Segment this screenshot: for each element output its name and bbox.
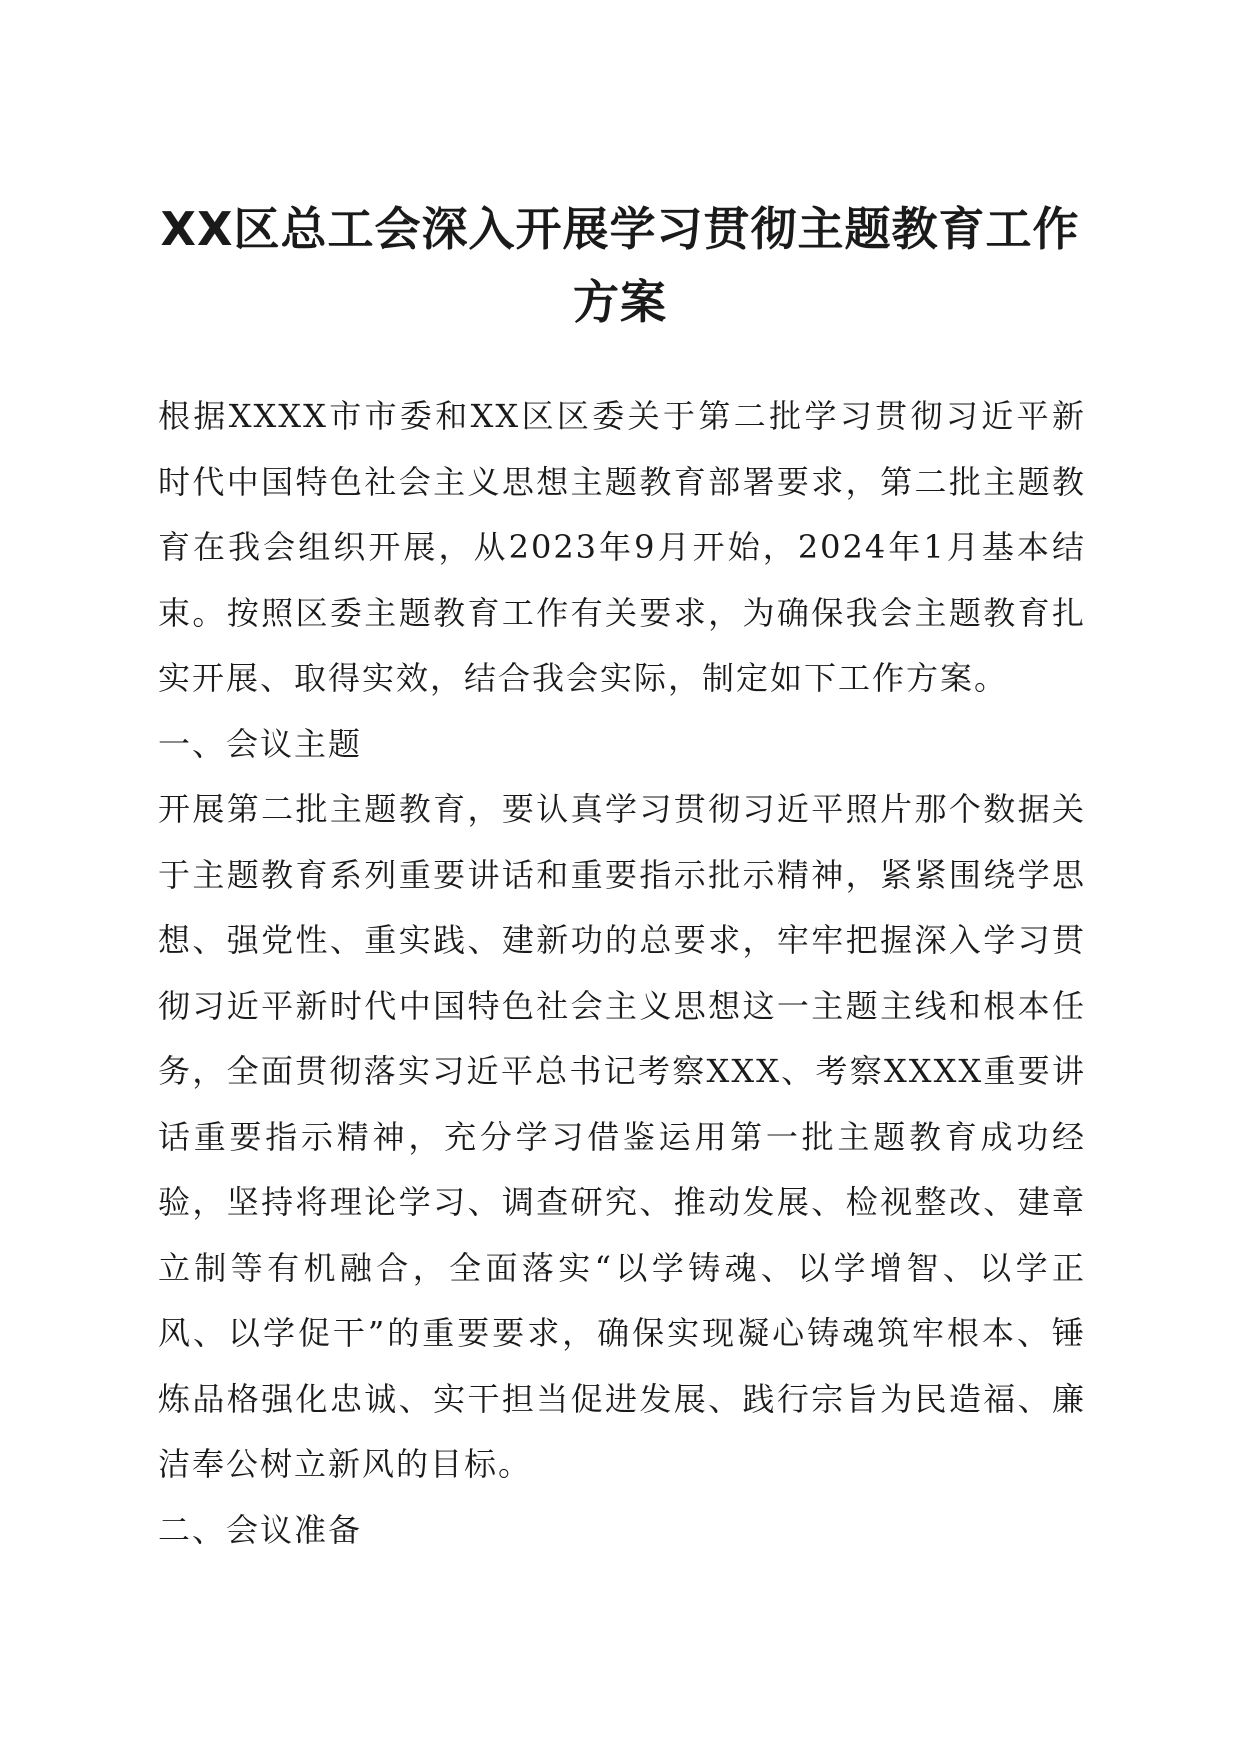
title-line-1: XX区总工会深入开展学习贯彻主题教育工作 [160, 202, 1080, 256]
section-heading-1: 一、会议主题 [158, 724, 363, 763]
intro-paragraph: 根据XXXX市市委和XX区区委关于第二批学习贯彻习近平新时代中国特色社会主义思想主题教育部署要求，第二批主题教育在我会组织开展，从2023年9月开始，2024年1月基本结束。按照区委主题教育工作有关要求，为确保我会主题教育扎实开展、取得实效，结合我会实际，制定如下工作方案。 [158, 397, 1086, 697]
document-title [160, 193, 1080, 339]
title-line-2: 方案 [573, 275, 667, 329]
section-1-paragraph: 开展第二批主题教育，要认真学习贯彻习近平照片那个数据关于主题教育系列重要讲话和重要指示批示精神，紧紧围绕学思想、强党性、重实践、建新功的总要求，牢牢把握深入学习贯彻习近平新时代中国特色社会主义思想这一主题主线和根本任务，全面贯彻落实习近平总书记考察XXX、考察XXXX重要讲话重要指示精神，充分学习借鉴运用第一批主题教育成功经验，坚持将理论学习、调查研究、推动发展、检视整改、建章立制等有机融合，全面落实“以学铸魂、以学增智、以学正风、以学促干”的重要要求，确保实现凝心铸魂筑牢根本、锤炼品格强化忠诚、实干担当促进发展、践行宗旨为民造福、廉洁奉公树立新风的目标。 [158, 790, 1086, 1483]
document-body [158, 384, 1086, 1563]
section-heading-2: 二、会议准备 [158, 1510, 363, 1549]
